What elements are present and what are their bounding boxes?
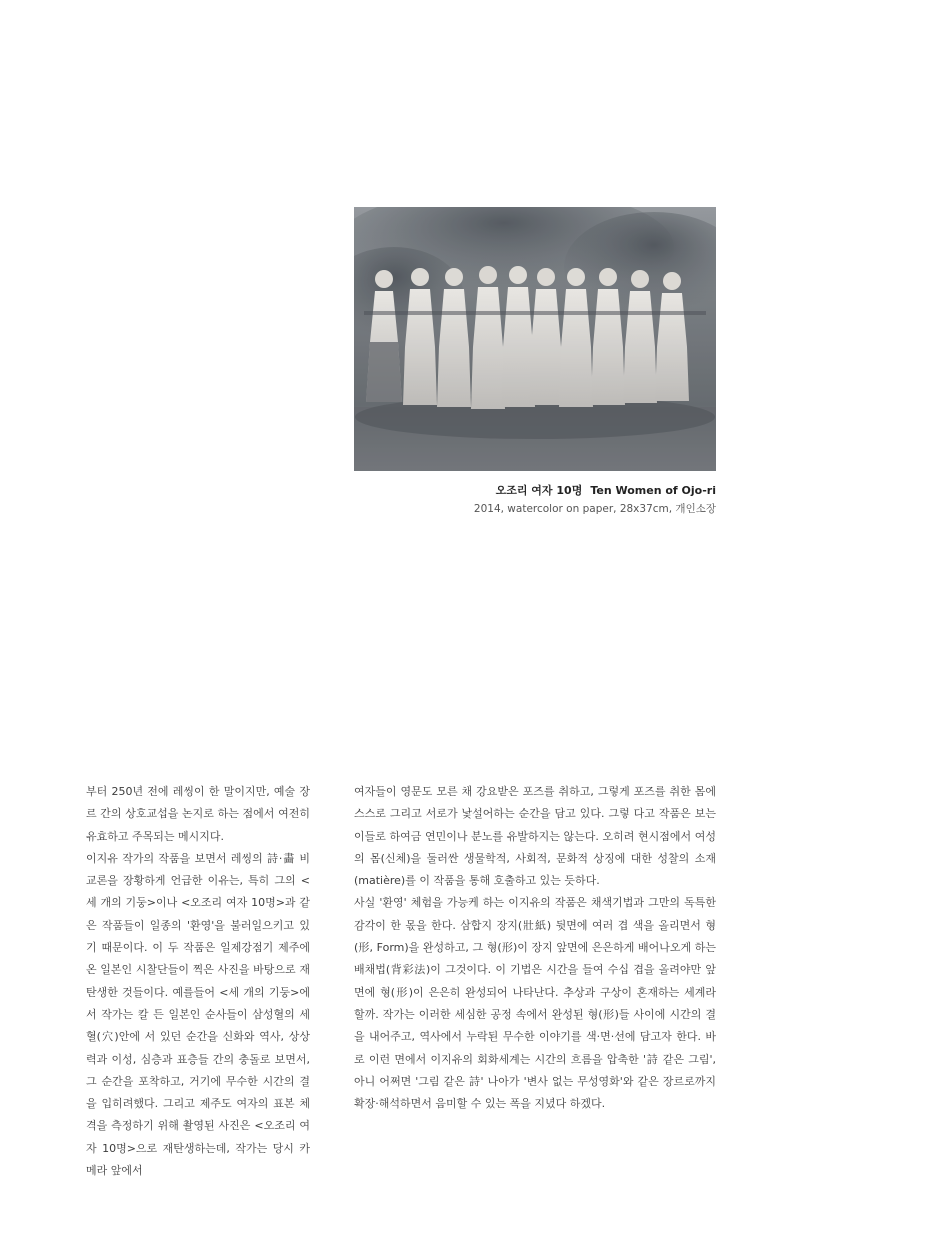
caption-title-english: Ten Women of Ojo-ri: [590, 484, 716, 497]
paragraph: 이지유 작가의 작품을 보면서 레씽의 詩·畵 비교론을 장황하게 언급한 이유는, 특히 그의 <세 개의 기둥>이나 <오조리 여자 10명>과 같은 작품들이 일종의 '환영'을 불러일으키고 있기 때문이다. 이 두 작품은 일제강점기 제주에 온 일본인 시찰단들이 찍은 사진을 바탕으로 재탄생한 것들이다. 예를들어 <세 개의 기둥>에서 작가는 칼 든 일본인 순사들이 삼성혈의 세 혈(穴)안에 서 있던 순간을 신화와 역사, 상상력과 이성, 심층과 표층들 간의 충돌로 보면서, 그 순간을 포착하고, 거기에 무수한 시간의 결을 입히려했다. 그리고 제주도 여자의 표본 체격을 측정하기 위해 촬영된 사진은 <오조리 여자 10명>으로 재탄생하는데, 작가는 당시 카메라 앞에서: [86, 851, 310, 1178]
body-column-right: [354, 781, 716, 1115]
artwork-caption: [354, 483, 716, 518]
caption-title-korean: 오조리 여자 10명: [495, 484, 583, 497]
artwork-image: [354, 207, 716, 471]
paragraph: 사실 '환영' 체험을 가능케 하는 이지유의 작품은 채색기법과 그만의 독특한 감각이 한 몫을 한다. 삼합지 장지(壯紙) 뒷면에 여러 겹 색을 올리면서 형(形, Form)을 완성하고, 그 형(形)이 장지 앞면에 은은하게 배어나오게 하는 배채법(背彩法)이 그것이다. 이 기법은 시간을 들여 수십 겹을 올려야만 앞면에 형(形)이 은은히 완성되어 나타난다. 추상과 구상이 혼재하는 세계라 할까. 작가는 이러한 세심한 공정 속에서 완성된 형(形)들 사이에 시간의 결을 내어주고, 역사에서 누락된 무수한 이야기를 색·면·선에 담고자 한다. 바로 이런 면에서 이지유의 회화세계는 시간의 흐름을 압축한 '詩 같은 그림', 아니 어쩌면 '그림 같은 詩' 나아가 '변사 없는 무성영화'와 같은 장르로까지 확장·해석하면서 음미할 수 있는 폭을 지녔다 하겠다.: [354, 896, 716, 1111]
caption-title: [354, 483, 716, 499]
paragraph: 부터 250년 전에 레씽이 한 말이지만, 예술 장르 간의 상호교섭을 논지로 하는 점에서 여전히 유효하고 주목되는 메시지다.: [86, 785, 310, 843]
watercolor-painting-icon: [354, 207, 716, 471]
body-column-left: [86, 781, 310, 1182]
paragraph: 여자들이 영문도 모른 채 강요받은 포즈를 취하고, 그렇게 포즈를 취한 몸에 스스로 그리고 서로가 낯설어하는 순간을 담고 있다. 그렇 다고 작품은 보는 이들로 하여금 연민이나 분노를 유발하지는 않는다. 오히려 현시점에서 여성의 몸(신체)을 둘러싼 생물학적, 사회적, 문화적 상징에 대한 성찰의 소재(matière)를 이 작품을 통해 호출하고 있는 듯하다.: [354, 785, 716, 888]
caption-meta: 2014, watercolor on paper, 28x37cm, 개인소장: [473, 503, 716, 515]
